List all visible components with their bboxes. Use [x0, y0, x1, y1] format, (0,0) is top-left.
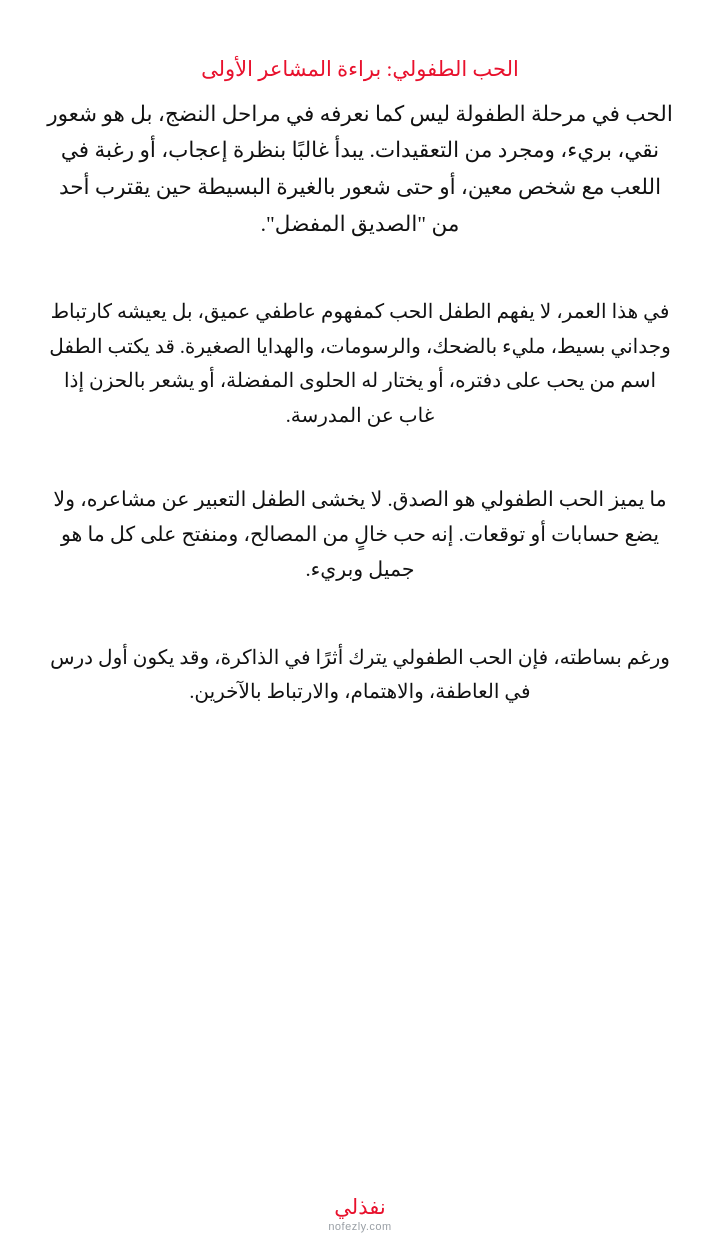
paragraph-1: الحب في مرحلة الطفولة ليس كما نعرفه في مراحل النضج، بل هو شعور نقي، بريء، ومجرد من التعقيدات. يبدأ غالبًا بنظرة إعجاب، أو رغبة في اللعب مع شخص معين، أو حتى شعور بالغيرة البسيطة حين يقترب أحد من "الصديق المفضل".	[47, 101, 673, 237]
paragraph-2: في هذا العمر، لا يفهم الطفل الحب كمفهوم عاطفي عميق، بل يعيشه كارتباط وجداني بسيط، مليء بالضحك، والرسومات، والهدايا الصغيرة. قد يكتب الطفل اسم من يحب على دفتره، أو يختار له الحلوى المفضلة، أو يشعر بالحزن إذا غاب عن المدرسة.	[49, 301, 671, 427]
page-title: الحب الطفولي: براءة المشاعر الأولى	[201, 57, 519, 81]
paragraph-4: ورغم بساطته، فإن الحب الطفولي يترك أثرًا في الذاكرة، وقد يكون أول درس في العاطفة، والاهتمام، والارتباط بالآخرين.	[50, 646, 670, 704]
footer-watermark	[0, 1196, 720, 1233]
paragraph-3: ما يميز الحب الطفولي هو الصدق. لا يخشى الطفل التعبير عن مشاعره، ولا يضع حسابات أو توقعات. إنه حب خالٍ من المصالح، ومنفتح على كل ما هو جميل وبريء.	[53, 488, 667, 582]
site-domain: nofezly.com	[328, 1221, 392, 1233]
site-wordmark: نفذلي	[334, 1195, 386, 1219]
